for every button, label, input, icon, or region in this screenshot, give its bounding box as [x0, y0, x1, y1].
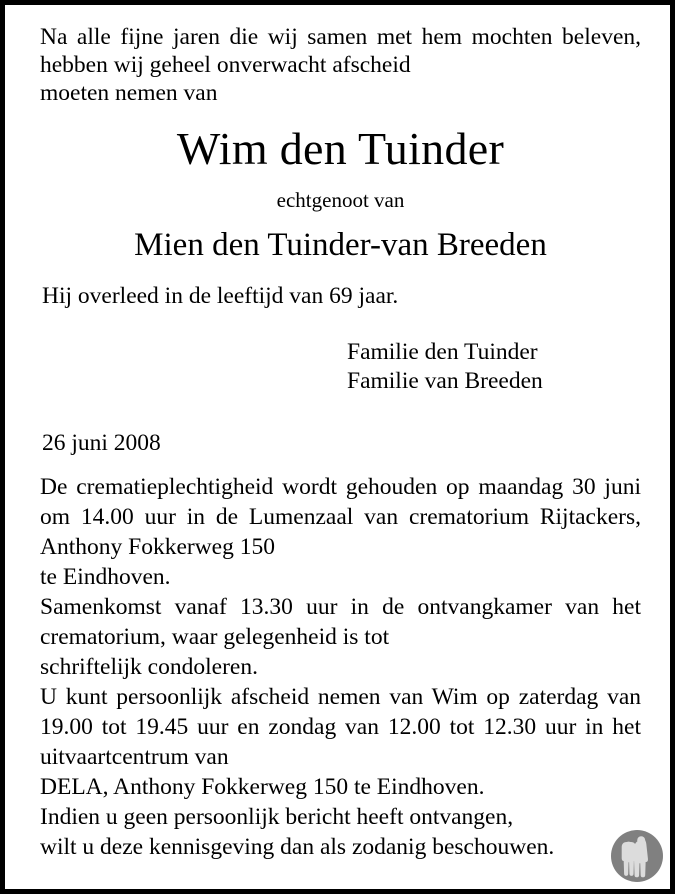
intro-last-line: moeten nemen van: [40, 80, 218, 106]
notice-date: 26 juni 2008: [42, 430, 161, 456]
detail-paragraph-cremation: [40, 472, 641, 592]
detail-paragraph-gathering: [40, 592, 641, 682]
family-line-2: Familie van Breeden: [347, 368, 543, 394]
intro-paragraph: [40, 23, 641, 107]
detail-last-line-4: wilt u deze kennisgeving dan als zodanig beschouwen.: [40, 834, 555, 860]
age-line: Hij overleed in de leeftijd van 69 jaar.: [42, 283, 399, 309]
family-line-1: Familie den Tuinder: [347, 339, 538, 365]
family-signatures: [40, 338, 641, 396]
detail-body-1: De crematieplechtigheid wordt gehouden op maandag 30 juni om 14.00 uur in de Lumenzaal van crematorium Rijtackers, Anthony Fokkerweg 150: [40, 474, 641, 560]
detail-last-line-2: schriftelijk condoleren.: [40, 654, 258, 680]
relation-label: echtgenoot van: [276, 188, 405, 212]
detail-body-2: Samenkomst vanaf 13.30 uur in de ontvangkamer van het crematorium, waar gelegenheid is tot: [40, 594, 641, 650]
ceremony-details: [40, 472, 641, 862]
notice-content: [5, 5, 670, 889]
detail-last-line-1: te Eindhoven.: [40, 564, 171, 590]
detail-paragraph-notice: [40, 802, 641, 862]
spouse-name: Mien den Tuinder-van Breeden: [134, 227, 547, 263]
dela-embracing-figures-logo-icon: [609, 828, 665, 884]
detail-last-line-3: DELA, Anthony Fokkerweg 150 te Eindhoven.: [40, 774, 485, 800]
detail-body-4: Indien u geen persoonlijk bericht heeft ontvangen,: [40, 804, 514, 830]
detail-body-3: U kunt persoonlijk afscheid nemen van Wim op zaterdag van 19.00 tot 19.45 uur en zondag van 12.00 tot 12.30 uur in het uitvaartcentrum van: [40, 684, 641, 770]
deceased-name: Wim den Tuinder: [176, 123, 505, 174]
intro-text: Na alle fijne jaren die wij samen met hem mochten beleven, hebben wij geheel onverwacht afscheid: [40, 24, 641, 78]
detail-paragraph-visiting: [40, 682, 641, 802]
